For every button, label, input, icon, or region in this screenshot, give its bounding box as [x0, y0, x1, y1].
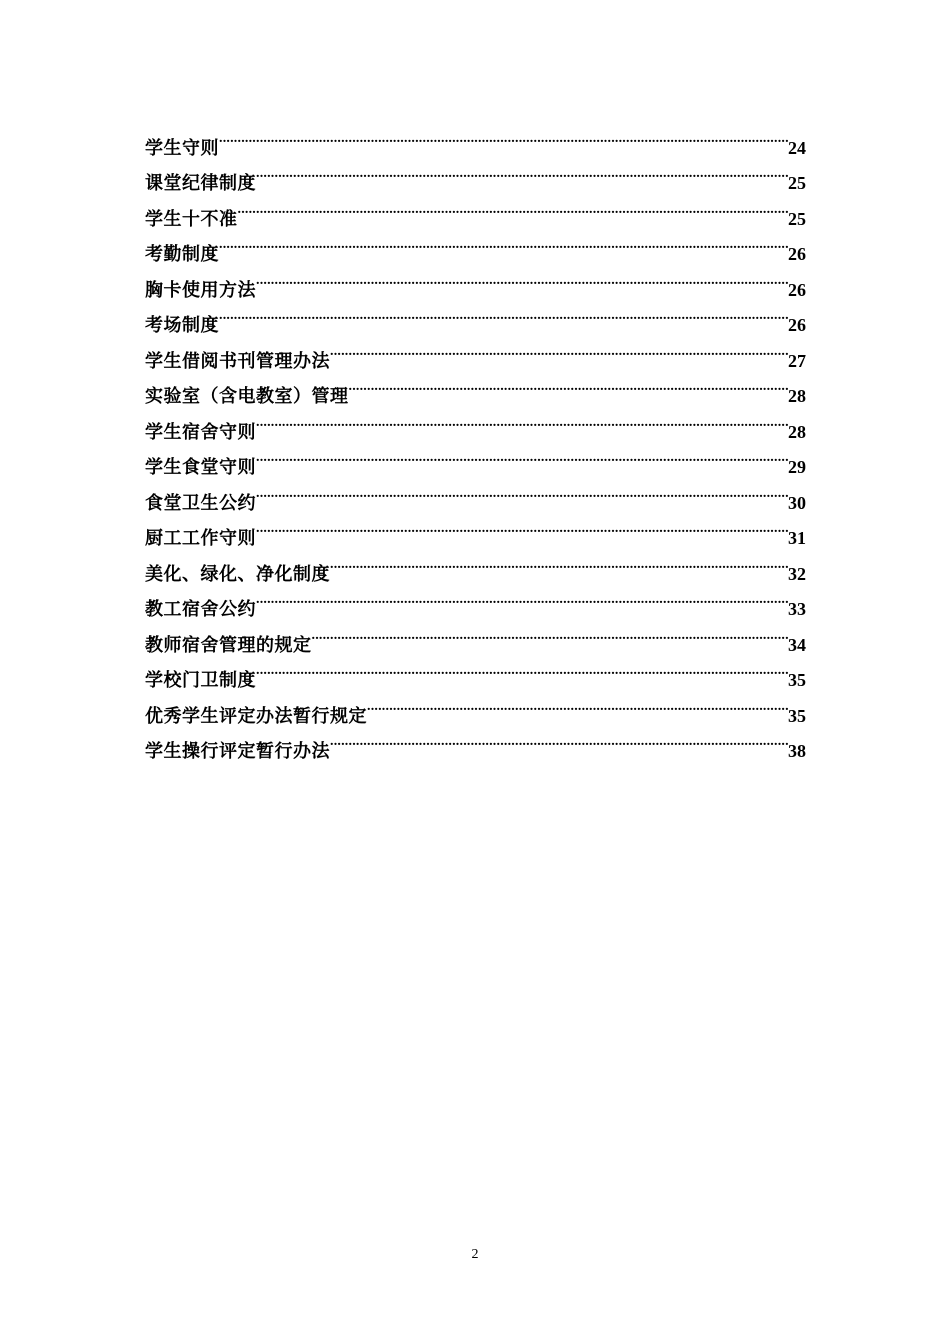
toc-entry-title: 学生宿舍守则: [145, 421, 256, 443]
toc-dot-leader: [349, 367, 789, 403]
toc-entry-title: 胸卡使用方法: [145, 279, 256, 301]
toc-entry-page: 25: [788, 208, 806, 229]
toc-entry-title: 优秀学生评定办法暂行规定: [145, 705, 367, 727]
toc-entry-page: 26: [788, 244, 806, 264]
toc-entry-page: 31: [788, 528, 806, 548]
toc-dot-leader: [312, 615, 789, 651]
toc-dot-leader: [238, 189, 789, 225]
toc-entry[interactable]: [145, 154, 806, 194]
toc-dot-leader: [256, 651, 788, 687]
toc-dot-leader: [219, 225, 788, 261]
toc-entry-page: 32: [788, 563, 806, 584]
toc-entry-page: 25: [788, 173, 806, 193]
toc-entry[interactable]: [145, 189, 806, 230]
toc-entry-title: 学生食堂守则: [145, 457, 256, 478]
toc-dot-leader: [219, 118, 788, 154]
page-number: 2: [471, 1247, 479, 1262]
toc-entry-title: 厨工工作守则: [145, 528, 256, 549]
toc-entry-title: 学生操行评定暂行办法: [145, 741, 330, 762]
toc-entry-title: 教工宿舍公约: [145, 599, 256, 620]
toc-entry-title: 考场制度: [145, 315, 219, 336]
toc-entry-title: 食堂卫生公约: [145, 492, 256, 514]
toc-entry-title: 美化、绿化、净化制度: [145, 563, 330, 585]
toc-entry-page: 27: [788, 350, 806, 371]
toc-dot-leader: [219, 296, 788, 332]
toc-entry[interactable]: [145, 260, 806, 301]
toc-dot-leader: [256, 260, 788, 296]
toc-entry-page: 28: [788, 421, 806, 442]
toc-entry-page: 28: [788, 386, 806, 406]
toc-entry-title: 学生借阅书刊管理办法: [145, 350, 330, 372]
toc-dot-leader: [256, 509, 788, 545]
toc-dot-leader: [330, 722, 788, 758]
toc-entry-page: 26: [788, 315, 806, 335]
toc-entry[interactable]: [145, 296, 806, 336]
toc-entry-page: 33: [788, 599, 806, 619]
toc-entry-page: 29: [788, 457, 806, 477]
toc-entry[interactable]: [145, 331, 806, 372]
toc-entry-title: 学生十不准: [145, 208, 238, 230]
toc-entry-page: 30: [788, 492, 806, 513]
toc-dot-leader: [256, 473, 788, 509]
toc-entry[interactable]: [145, 225, 806, 265]
toc-dot-leader: [256, 438, 788, 474]
toc-entry-page: 34: [788, 634, 806, 655]
toc-entry-title: 学校门卫制度: [145, 670, 256, 691]
toc-entry[interactable]: [145, 118, 806, 159]
toc-entry-page: 38: [788, 741, 806, 761]
table-of-contents: [145, 118, 806, 762]
toc-dot-leader: [330, 544, 788, 580]
toc-entry-title: 学生守则: [145, 137, 219, 159]
toc-entry-title: 实验室（含电教室）管理: [145, 386, 349, 407]
toc-dot-leader: [256, 580, 788, 616]
toc-entry-page: 35: [788, 670, 806, 690]
toc-dot-leader: [256, 402, 788, 438]
toc-entry-title: 考勤制度: [145, 244, 219, 265]
toc-entry-page: 26: [788, 279, 806, 300]
toc-entry-page: 35: [788, 705, 806, 726]
toc-dot-leader: [256, 154, 788, 190]
toc-entry-title: 课堂纪律制度: [145, 173, 256, 194]
toc-entry-title: 教师宿舍管理的规定: [145, 634, 312, 656]
toc-entry-page: 24: [788, 137, 806, 158]
toc-dot-leader: [330, 331, 788, 367]
toc-dot-leader: [367, 686, 788, 722]
